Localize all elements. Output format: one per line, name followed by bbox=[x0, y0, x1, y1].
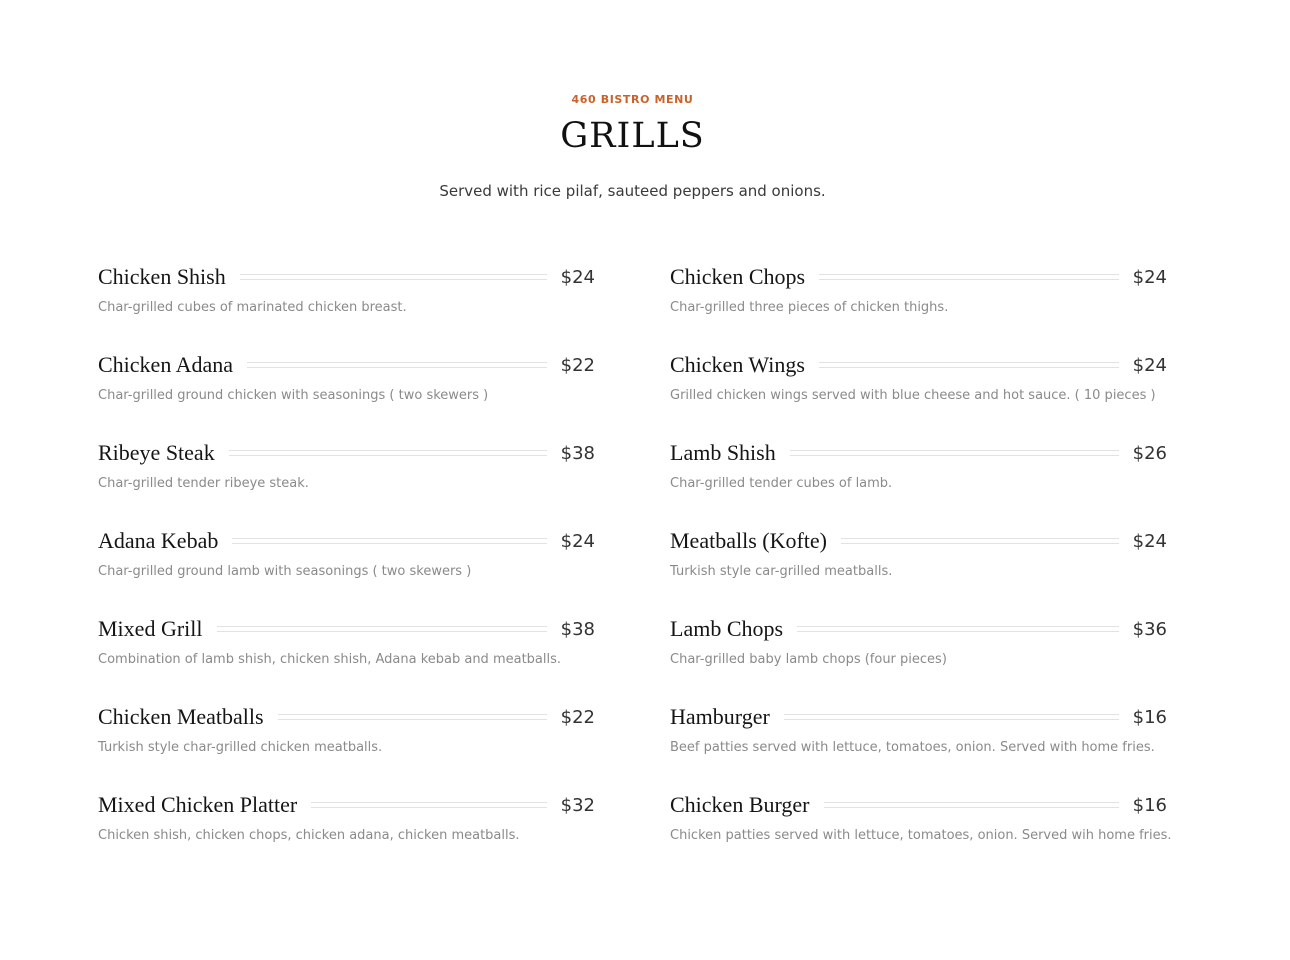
menu-item-price: $24 bbox=[1132, 266, 1167, 288]
menu-item-description: Combination of lamb shish, chicken shish, Adana kebab and meatballs. bbox=[98, 652, 562, 667]
menu-item-price: $26 bbox=[1132, 442, 1167, 464]
menu-item-description: Chicken shish, chicken chops, chicken adana, chicken meatballs. bbox=[98, 828, 520, 843]
menu-item-description: Grilled chicken wings served with blue cheese and hot sauce. ( 10 pieces ) bbox=[670, 388, 1156, 403]
menu-item-description: Char-grilled cubes of marinated chicken breast. bbox=[98, 300, 407, 315]
menu-column-right bbox=[670, 262, 1172, 878]
menu-item-divider bbox=[278, 714, 547, 720]
menu-item-name: Adana Kebab bbox=[98, 528, 219, 553]
menu-item bbox=[670, 790, 1172, 878]
menu-item-divider bbox=[819, 274, 1119, 280]
menu-item-name: Chicken Adana bbox=[98, 352, 234, 377]
menu-item-price: $38 bbox=[560, 618, 595, 640]
menu-item-description: Char-grilled three pieces of chicken thighs. bbox=[670, 300, 949, 315]
menu-item-divider bbox=[790, 450, 1119, 456]
menu-item-price: $22 bbox=[560, 354, 595, 376]
menu-item-price: $22 bbox=[560, 706, 595, 728]
menu-item-divider bbox=[240, 274, 547, 280]
menu-item-name: Chicken Shish bbox=[98, 264, 226, 289]
menu-item bbox=[98, 262, 595, 350]
menu-eyebrow: 460 BISTRO MENU bbox=[571, 93, 694, 106]
menu-item-divider bbox=[217, 626, 547, 632]
menu-item-price: $16 bbox=[1132, 706, 1167, 728]
menu-item-divider bbox=[841, 538, 1119, 544]
menu-item-price: $32 bbox=[560, 794, 595, 816]
menu-item-divider bbox=[797, 626, 1119, 632]
menu-item-divider bbox=[784, 714, 1119, 720]
menu-item-description: Chicken patties served with lettuce, tomatoes, onion. Served wih home fries. bbox=[670, 828, 1172, 843]
menu-item bbox=[98, 350, 595, 438]
menu-item-name: Ribeye Steak bbox=[98, 440, 215, 465]
menu-item bbox=[670, 350, 1167, 438]
menu-item-description: Char-grilled tender ribeye steak. bbox=[98, 476, 309, 491]
menu-item-description: Char-grilled baby lamb chops (four pieces) bbox=[670, 652, 947, 667]
menu-item bbox=[98, 702, 595, 790]
menu-item-price: $16 bbox=[1132, 794, 1167, 816]
menu-item-divider bbox=[229, 450, 547, 456]
menu-item-name: Lamb Shish bbox=[670, 440, 776, 465]
menu-item-description: Char-grilled tender cubes of lamb. bbox=[670, 476, 893, 491]
menu-item-divider bbox=[824, 802, 1119, 808]
menu-item-price: $24 bbox=[560, 530, 595, 552]
menu-item-description: Beef patties served with lettuce, tomatoes, onion. Served with home fries. bbox=[670, 740, 1155, 755]
page-title: GRILLS bbox=[560, 116, 705, 156]
menu-item bbox=[670, 262, 1167, 350]
menu-item-description: Turkish style car-grilled meatballs. bbox=[670, 564, 893, 579]
menu-item bbox=[670, 526, 1167, 614]
menu-item-description: Char-grilled ground chicken with seasonings ( two skewers ) bbox=[98, 388, 489, 403]
menu-item-name: Lamb Chops bbox=[670, 616, 784, 641]
menu-item bbox=[98, 526, 595, 614]
menu-item bbox=[670, 614, 1167, 702]
menu-item-price: $24 bbox=[1132, 530, 1167, 552]
menu-item bbox=[98, 614, 595, 702]
menu-item bbox=[98, 438, 595, 526]
menu-item-divider bbox=[819, 362, 1119, 368]
menu-item-price: $36 bbox=[1132, 618, 1167, 640]
menu-item-name: Chicken Wings bbox=[670, 352, 805, 377]
menu-item-name: Chicken Burger bbox=[670, 792, 810, 817]
menu-item-name: Meatballs (Kofte) bbox=[670, 528, 827, 553]
menu-subtitle: Served with rice pilaf, sauteed peppers and onions. bbox=[439, 182, 826, 200]
menu-item-name: Mixed Grill bbox=[98, 616, 203, 641]
menu-item-name: Hamburger bbox=[670, 704, 770, 729]
menu-column-left bbox=[98, 262, 595, 878]
menu-item-description: Turkish style char-grilled chicken meatballs. bbox=[98, 740, 383, 755]
menu-item-price: $24 bbox=[1132, 354, 1167, 376]
menu-item-divider bbox=[232, 538, 546, 544]
menu-item-price: $38 bbox=[560, 442, 595, 464]
menu-item-name: Chicken Meatballs bbox=[98, 704, 264, 729]
menu-item-description: Char-grilled ground lamb with seasonings ( two skewers ) bbox=[98, 564, 472, 579]
menu-item-name: Mixed Chicken Platter bbox=[98, 792, 298, 817]
menu-item-divider bbox=[311, 802, 546, 808]
menu-item bbox=[670, 702, 1167, 790]
menu-item-divider bbox=[247, 362, 547, 368]
menu-item-name: Chicken Chops bbox=[670, 264, 806, 289]
menu-item-price: $24 bbox=[560, 266, 595, 288]
menu-item bbox=[670, 438, 1167, 526]
menu-item bbox=[98, 790, 595, 878]
